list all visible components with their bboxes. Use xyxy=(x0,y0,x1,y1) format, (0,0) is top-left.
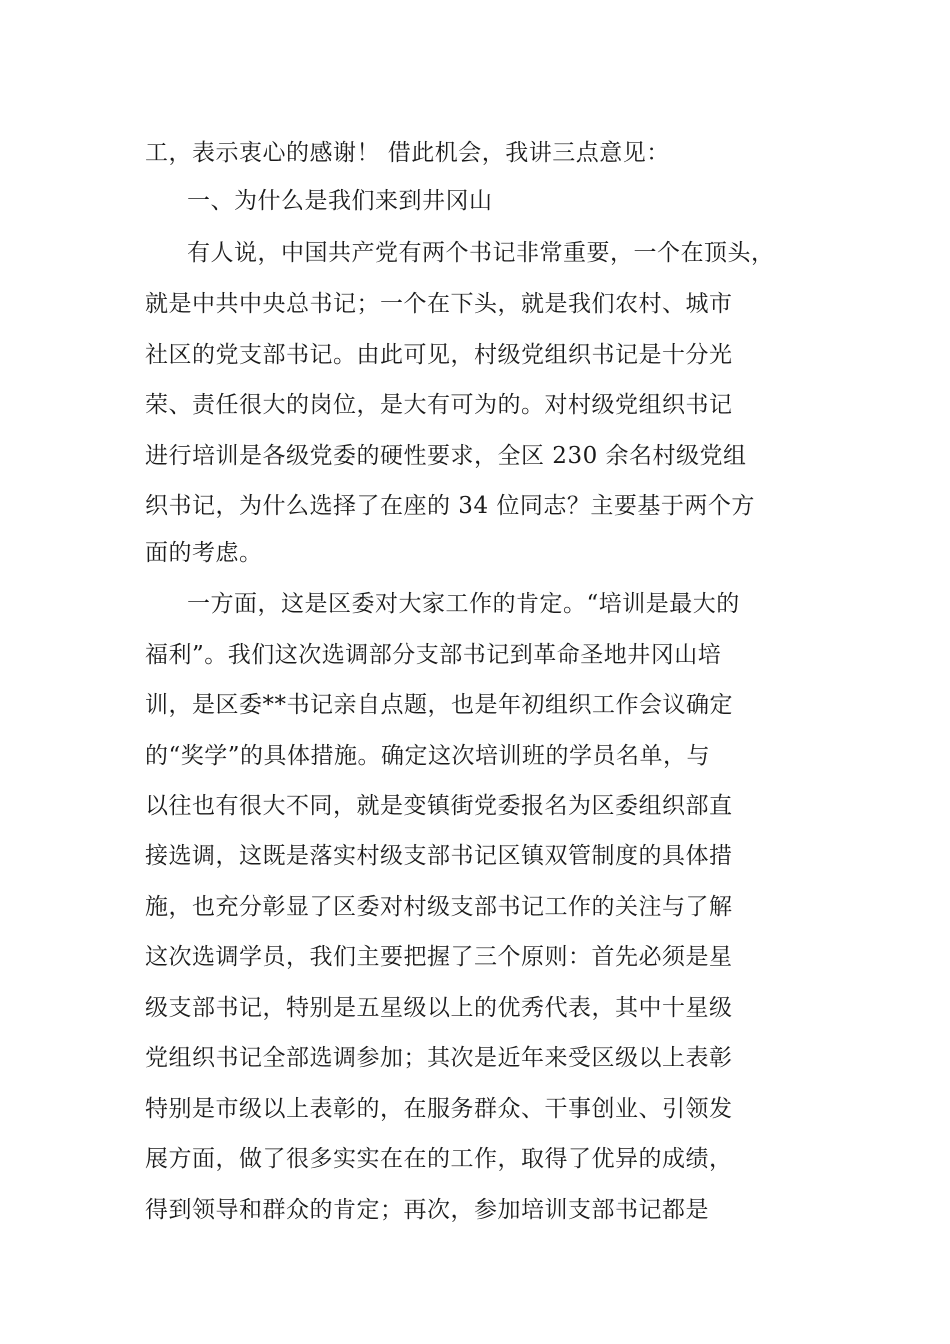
text-line: 就是中共中央总书记；一个在下头，就是我们农村、城市 xyxy=(145,291,733,317)
section-heading: 一、为什么是我们来到井冈山 xyxy=(187,188,493,214)
text-line: 进行培训是各级党委的硬性要求，全区 230 余名村级党组 xyxy=(145,443,747,469)
text-line: 接选调，这既是落实村级支部书记区镇双管制度的具体措 xyxy=(145,843,733,869)
text-line: 展方面，做了很多实实在在的工作，取得了优异的成绩， xyxy=(145,1146,733,1172)
text-line: 有人说，中国共产党有两个书记非常重要，一个在顶头， xyxy=(187,240,775,266)
text-line: 福利”。我们这次选调部分支部书记到革命圣地井冈山培 xyxy=(145,642,722,668)
text-line: 一方面，这是区委对大家工作的肯定。“培训是最大的 xyxy=(187,591,740,617)
text-line: 党组织书记全部选调参加；其次是近年来受区级以上表彰 xyxy=(145,1045,733,1071)
text-line: 荣、责任很大的岗位，是大有可为的。对村级党组织书记 xyxy=(145,392,733,418)
text-line: 社区的党支部书记。由此可见，村级党组织书记是十分光 xyxy=(145,342,733,368)
text-line: 得到领导和群众的肯定；再次，参加培训支部书记都是 xyxy=(145,1197,709,1223)
text-line: 工，表示衷心的感谢！ 借此机会，我讲三点意见： xyxy=(145,140,670,166)
text-line: 的“奖学”的具体措施。确定这次培训班的学员名单，与 xyxy=(145,743,711,769)
text-line: 训，是区委**书记亲自点题，也是年初组织工作会议确定 xyxy=(145,692,733,718)
text-line: 以往也有很大不同，就是变镇街党委报名为区委组织部直 xyxy=(145,793,733,819)
text-line: 特别是市级以上表彰的，在服务群众、干事创业、引领发 xyxy=(145,1096,733,1122)
text-line: 施，也充分彰显了区委对村级支部书记工作的关注与了解 xyxy=(145,894,733,920)
text-line: 面的考虑。 xyxy=(145,540,263,566)
text-line: 织书记，为什么选择了在座的 34 位同志？主要基于两个方 xyxy=(145,493,755,519)
text-line: 级支部书记，特别是五星级以上的优秀代表，其中十星级 xyxy=(145,995,733,1021)
text-line: 这次选调学员，我们主要把握了三个原则：首先必须是星 xyxy=(145,944,733,970)
